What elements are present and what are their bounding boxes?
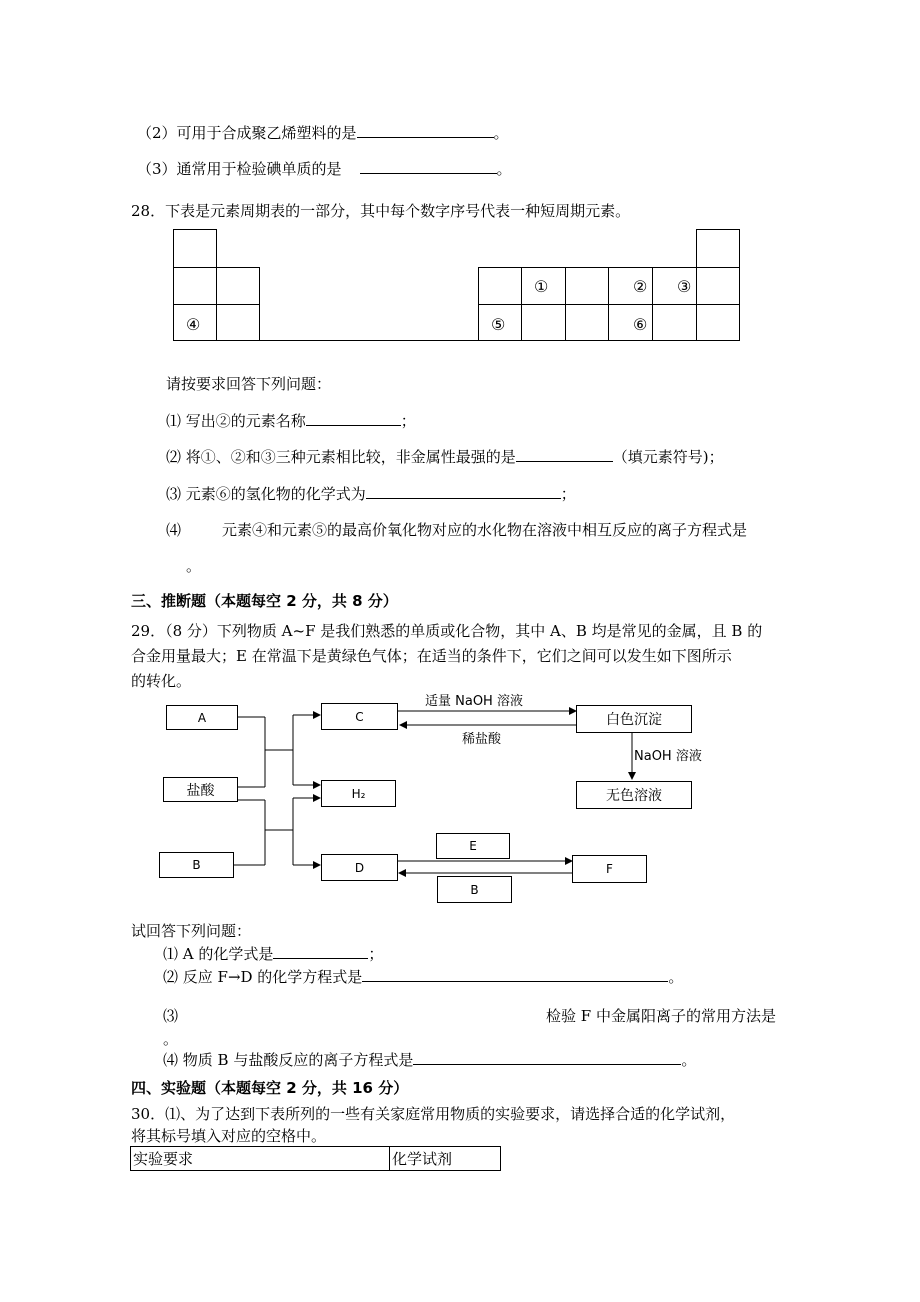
q29-line2: 合金用量最大；E 在常温下是黄绿色气体；在适当的条件下，它们之间可以发生如下图所示 bbox=[131, 647, 732, 665]
q28-p4-end: 。 bbox=[186, 557, 202, 575]
element-mark-4: ④ bbox=[186, 315, 201, 334]
q28-p2: ⑵ 将①、②和③三种元素相比较，非金属性最强的是 （填元素符号)； bbox=[166, 448, 724, 466]
section-3-title: 三、推断题（本题每空 2 分，共 8 分） bbox=[131, 592, 398, 610]
q29-p3-end: 。 bbox=[163, 1030, 179, 1048]
q28-p4: 元素④和元素⑤的最高价氧化物对应的水化物在溶液中相互反应的离子方程式是 bbox=[222, 521, 748, 539]
q30-line2: 将其标号填入对应的空格中。 bbox=[131, 1127, 327, 1145]
node-a: A bbox=[166, 705, 238, 730]
q30-line1: 30．⑴、为了达到下表所列的一些有关家庭常用物质的实验要求，请选择合适的化学试剂， bbox=[131, 1105, 736, 1123]
q27-part2: （2）可用于合成聚乙烯塑料的是 。 bbox=[137, 124, 509, 142]
label-naoh-forward: 适量 NaOH 溶液 bbox=[425, 694, 523, 709]
element-mark-3: ③ bbox=[677, 277, 692, 296]
q28-p4-num: ⑷ bbox=[166, 521, 182, 539]
q29-line1: 29．（8 分）下列物质 A~F 是我们熟悉的单质或化合物，其中 A、B 均是常见的金属，且 B 的 bbox=[131, 622, 763, 640]
q29-line3: 的转化。 bbox=[131, 672, 192, 690]
label-naoh-down: NaOH 溶液 bbox=[634, 749, 702, 764]
q29-p4: ⑷ 物质 B 与盐酸反应的离子方程式是 。 bbox=[163, 1051, 697, 1069]
node-h2: H₂ bbox=[321, 780, 396, 807]
q28-p3: ⑶ 元素⑥的氢化物的化学式为 ； bbox=[166, 485, 576, 503]
answer-blank[interactable] bbox=[273, 944, 368, 959]
q29-p3: 检验 F 中金属阳离子的常用方法是 bbox=[546, 1007, 776, 1025]
q28-stem: 28．下表是元素周期表的一部分，其中每个数字序号代表一种短周期元素。 bbox=[131, 202, 631, 220]
q28-p1: ⑴ 写出②的元素名称 ； bbox=[166, 412, 416, 430]
node-hcl: 盐酸 bbox=[163, 777, 238, 802]
node-b-reagent: B bbox=[437, 876, 512, 903]
table-header-reagent: 化学试剂 bbox=[390, 1147, 501, 1171]
answer-blank[interactable] bbox=[413, 1050, 681, 1065]
node-b: B bbox=[159, 852, 234, 878]
q29-ask: 试回答下列问题： bbox=[131, 922, 252, 940]
q29-p2: ⑵ 反应 F→D 的化学方程式是 。 bbox=[163, 968, 684, 986]
node-white-precipitate: 白色沉淀 bbox=[576, 705, 692, 733]
node-f: F bbox=[572, 855, 647, 883]
node-colorless-solution: 无色溶液 bbox=[576, 781, 692, 809]
table-header-requirement: 实验要求 bbox=[131, 1147, 390, 1171]
node-e: E bbox=[436, 833, 510, 859]
table-header-row bbox=[131, 1147, 501, 1171]
answer-blank[interactable] bbox=[362, 967, 668, 982]
q29-p3-num: ⑶ bbox=[163, 1007, 179, 1025]
q27-part3: （3）通常用于检验碘单质的是 。 bbox=[137, 160, 512, 178]
q28-intro: 请按要求回答下列问题： bbox=[166, 375, 332, 393]
element-mark-6: ⑥ bbox=[633, 315, 648, 334]
element-mark-1: ① bbox=[534, 277, 549, 296]
element-mark-5: ⑤ bbox=[491, 315, 506, 334]
q29-p1: ⑴ A 的化学式是 ； bbox=[163, 945, 384, 963]
label-dilute-hcl: 稀盐酸 bbox=[462, 732, 502, 747]
reagent-table bbox=[130, 1146, 501, 1171]
section-4-title: 四、实验题（本题每空 2 分，共 16 分） bbox=[131, 1079, 409, 1097]
node-d: D bbox=[321, 854, 398, 881]
node-c: C bbox=[321, 703, 398, 730]
element-mark-2: ② bbox=[633, 277, 648, 296]
